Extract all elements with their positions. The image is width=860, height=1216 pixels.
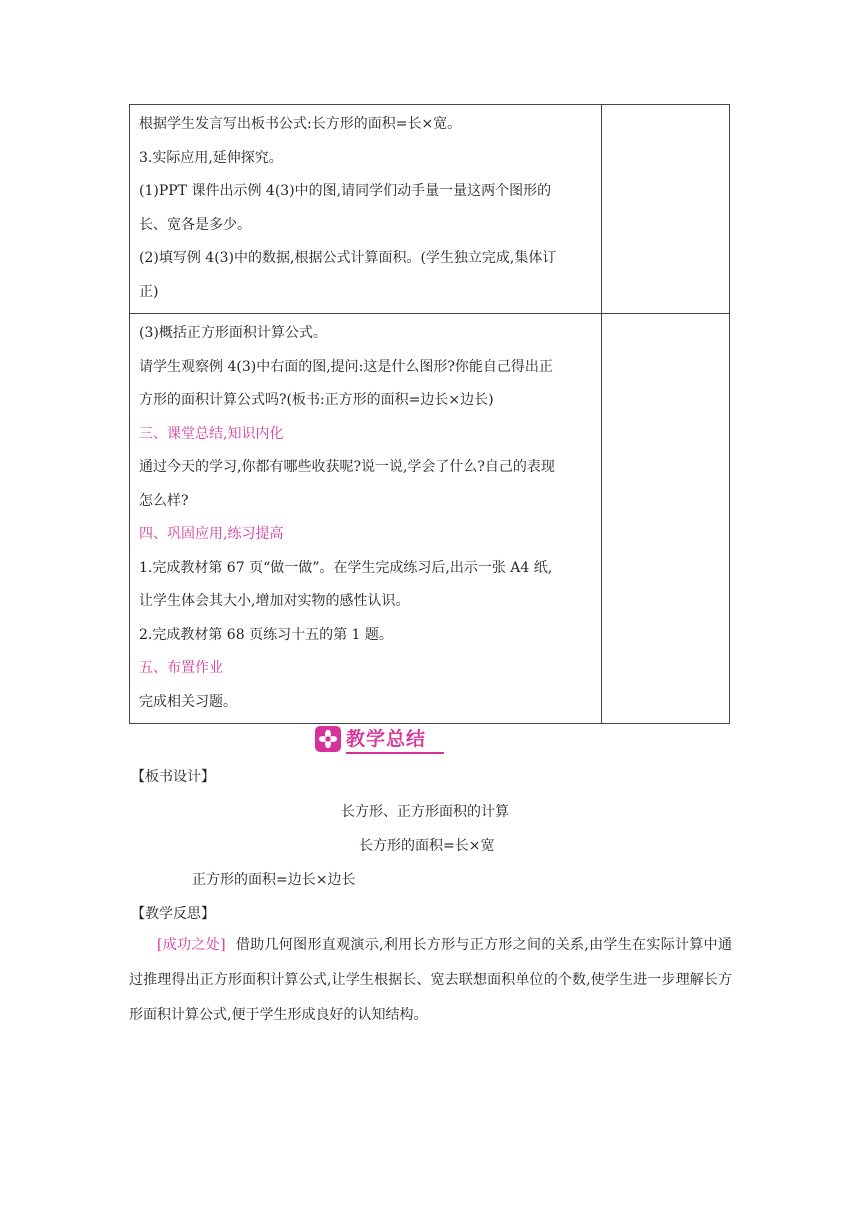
banner-title: 教学总结: [346, 724, 444, 754]
reflection-paragraph: [129, 928, 732, 1033]
board-design-heading: 【板书设计】: [131, 769, 215, 785]
rectangle-area-formula: 长方形的面积=长×宽: [359, 838, 495, 854]
success-label: [成功之处]: [157, 937, 226, 953]
section-heading: 五、布置作业: [139, 660, 223, 676]
table-line: 通过今天的学习,你都有哪些收获呢?说一说,学会了什么?自己的表现: [139, 459, 555, 475]
table-line: 正): [139, 283, 159, 300]
table-line: 请学生观察例 4(3)中右面的图,提问:这是什么图形?你能自己得出正: [139, 358, 553, 375]
section-heading: 三、课堂总结,知识内化: [139, 425, 284, 442]
table-line: 3.实际应用,延伸探究。: [139, 149, 283, 166]
table-line: 1.完成教材第 67 页“做一做”。在学生完成练习后,出示一张 A4 纸,: [139, 559, 553, 576]
teaching-summary-banner: [315, 724, 444, 754]
table-cell-content: [130, 105, 602, 313]
table-line: 怎么样?: [139, 492, 189, 509]
board-title: 长方形、正方形面积的计算: [341, 804, 509, 820]
table-line: 2.完成教材第 68 页练习十五的第 1 题。: [139, 626, 393, 643]
table-cell-content: [130, 314, 602, 723]
reflection-heading: 【教学反思】: [131, 906, 215, 922]
table-row: [130, 313, 729, 723]
table-line: 根据学生发言写出板书公式:长方形的面积=长×宽。: [139, 116, 462, 132]
table-line: 方形的面积计算公式吗?(板书:正方形的面积=边长×边长): [139, 392, 494, 408]
reflection-text: 借助几何图形直观演示,利用长方形与正方形之间的关系,由学生在实际计算中通过推理得出正方形面积计算公式,让学生根据长、宽去联想面积单位的个数,使学生进一步理解长方形面积计算公式,便于学生形成良好的认知结构。: [129, 937, 732, 1023]
table-line: (1)PPT 课件出示例 4(3)中的图,请同学们动手量一量这两个图形的: [139, 183, 552, 199]
square-area-formula: 正方形的面积=边长×边长: [192, 872, 356, 888]
table-cell-notes: [602, 314, 729, 723]
table-cell-notes: [602, 105, 729, 313]
table-line: 让学生体会其大小,增加对实物的感性认识。: [139, 593, 410, 609]
flower-logo-icon: [315, 726, 341, 752]
table-line: 完成相关习题。: [139, 693, 237, 710]
lesson-table: [129, 104, 730, 724]
table-line: (2)填写例 4(3)中的数据,根据公式计算面积。(学生独立完成,集体订: [139, 250, 557, 266]
table-line: (3)概括正方形面积计算公式。: [139, 325, 327, 341]
table-line: 长、宽各是多少。: [139, 216, 251, 233]
table-row: [130, 105, 729, 313]
section-heading: 四、巩固应用,练习提高: [139, 526, 284, 542]
